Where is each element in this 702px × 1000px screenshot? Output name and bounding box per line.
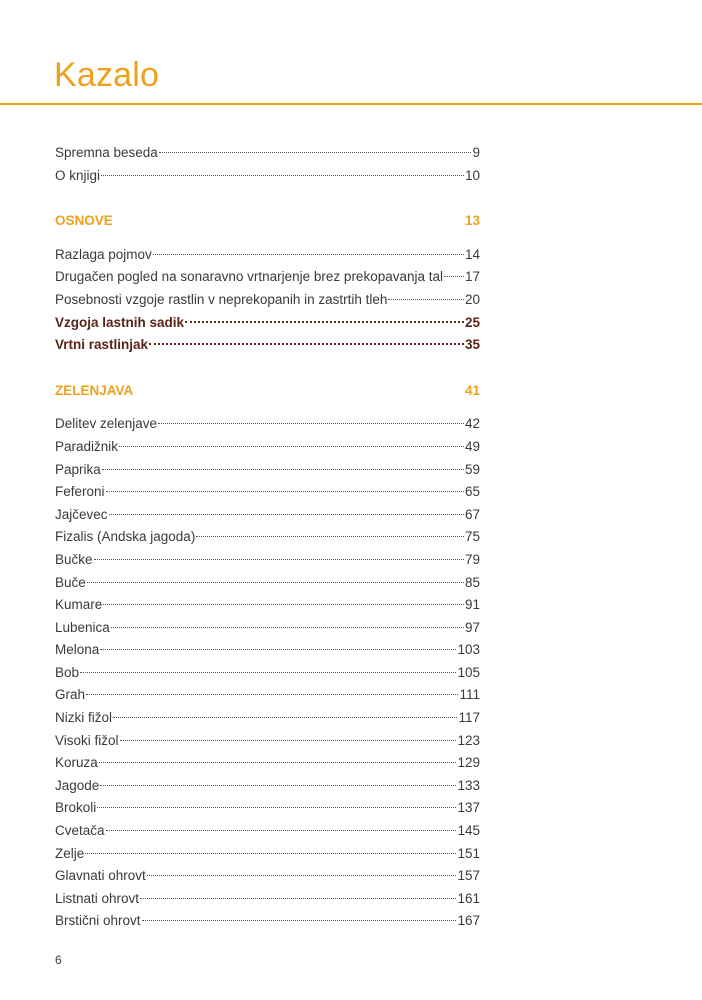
dot-leader [109,514,464,515]
toc-entry-page: 59 [464,461,480,477]
dot-leader [85,853,456,854]
toc-entry-page: 167 [457,913,480,929]
section-heading-label: ZELENJAVA [55,382,134,398]
dot-leader [388,299,464,300]
toc-entry[interactable] [55,639,480,662]
toc-entry-page: 123 [457,732,480,748]
toc-entry-page: 137 [457,800,480,816]
toc-entry-label: Jajčevec [55,506,108,522]
toc-entry-page: 103 [457,642,480,658]
dot-leader [140,898,456,899]
dot-leader [444,276,464,277]
dot-leader [185,321,464,323]
toc-entry-page: 17 [464,269,480,285]
toc-entry-label: Melona [55,642,100,658]
toc-entry-label: Cvetača [55,823,105,839]
toc-entry-page: 133 [457,777,480,793]
dot-leader [94,559,464,560]
dot-leader [101,175,464,176]
section-heading[interactable] [55,210,480,233]
toc-entry-label: Feferoni [55,484,105,500]
dot-leader [153,254,464,255]
toc-entry-page: 129 [457,755,480,771]
dot-leader [119,446,464,447]
toc-entry-label: Bučke [55,551,93,567]
dot-leader [106,830,457,831]
toc-entry[interactable] [55,594,480,617]
toc-entry-label: Kumare [55,597,103,613]
dot-leader [100,785,456,786]
toc-entry[interactable] [55,459,480,482]
toc-entry-label: Buče [55,574,86,590]
toc-entry-page: 85 [464,574,480,590]
toc-entry-page: 10 [464,167,480,183]
toc-entry[interactable] [55,775,480,798]
toc-entry[interactable] [55,865,480,888]
dot-leader [147,875,457,876]
toc-entry[interactable] [55,617,480,640]
toc-entry-label: Delitev zelenjave [55,416,158,432]
toc-entry-page: 145 [457,823,480,839]
toc-entry-page: 42 [464,416,480,432]
toc-entry-label: Drugačen pogled na sonaravno vrtnarjenje brez prekopavanja tal [55,269,443,285]
toc-entry[interactable] [55,266,480,289]
dot-leader [142,920,457,921]
dot-leader [120,740,457,741]
page-title: Kazalo [54,56,160,94]
toc-entry-label: Posebnosti vzgoje rastlin v neprekopanih in zastrtih tleh [55,291,388,307]
toc-entry-label: Glavnati ohrovt [55,868,146,884]
toc-entry[interactable] [55,504,480,527]
toc-entry[interactable] [55,334,480,357]
dot-leader [103,604,464,605]
toc-entry-label: Razlaga pojmov [55,246,152,262]
toc-entry-label: Listnati ohrovt [55,890,140,906]
toc-entry-label: Paprika [55,461,101,477]
toc-entry-label: Grah [55,687,86,703]
toc-entry-page: 9 [472,145,480,160]
dot-leader [159,152,472,153]
toc-entry-label: Paradižnik [55,438,119,454]
toc-entry-label: Koruza [55,755,98,771]
section-heading-page: 13 [464,213,480,229]
toc-entry-label: Jagode [55,777,100,793]
toc-entry-label: Visoki fižol [55,732,119,748]
table-of-contents [55,142,480,933]
toc-entry-page: 79 [464,551,480,567]
dot-leader [196,536,464,537]
toc-entry-page: 49 [464,438,480,454]
toc-entry-label: O knjigi [55,167,101,183]
section-heading-label: OSNOVE [55,213,113,229]
dot-leader [102,469,464,470]
toc-entry-label: Spremna beseda [55,145,158,160]
toc-entry-label: Fizalis (Andska jagoda) [55,529,196,545]
toc-entry-label: Lubenica [55,619,110,635]
toc-entry-page: 20 [464,291,480,307]
toc-entry-page: 111 [459,687,480,703]
toc-entry[interactable] [55,312,480,335]
toc-entry-label: Brokoli [55,800,97,816]
toc-entry[interactable] [55,526,480,549]
toc-entry[interactable] [55,888,480,911]
toc-entry-page: 97 [464,619,480,635]
dot-leader [87,582,464,583]
dot-leader [97,807,456,808]
toc-entry-label: Brstični ohrovt [55,913,141,929]
toc-entry[interactable] [55,820,480,843]
toc-entry[interactable] [55,572,480,595]
toc-entry[interactable] [55,843,480,866]
dot-leader [86,694,458,695]
toc-entry[interactable] [55,142,480,165]
toc-entry-label: Zelje [55,845,85,861]
toc-entry[interactable] [55,684,480,707]
toc-entry[interactable] [55,413,480,436]
toc-entry[interactable] [55,165,480,188]
toc-entry-label: Nizki fižol [55,710,113,726]
dot-leader [80,672,456,673]
dot-leader [111,627,464,628]
toc-entry-page: 67 [464,506,480,522]
toc-entry-page: 151 [457,845,480,861]
toc-entry-page: 75 [464,529,480,545]
toc-entry-page: 117 [458,710,480,726]
dot-leader [100,649,456,650]
toc-entry[interactable] [55,752,480,775]
toc-entry[interactable] [55,707,480,730]
section-heading[interactable] [55,380,480,403]
toc-entry[interactable] [55,730,480,753]
toc-entry-page: 65 [464,484,480,500]
toc-entry-label: Bob [55,664,80,680]
page-number: 6 [55,953,62,967]
toc-entry-page: 25 [464,314,480,330]
toc-entry-page: 91 [464,597,480,613]
section-heading-page: 41 [464,382,480,398]
dot-leader [99,762,457,763]
toc-entry[interactable] [55,549,480,572]
dot-leader [106,491,464,492]
dot-leader [113,717,457,718]
toc-entry-page: 14 [464,246,480,262]
toc-entry[interactable] [55,662,480,685]
toc-entry-label: Vrtni rastlinjak [55,337,149,353]
title-rule [0,103,702,105]
toc-entry[interactable] [55,436,480,459]
dot-leader [149,343,464,345]
toc-entry-page: 35 [464,337,480,353]
toc-entry-label: Vzgoja lastnih sadik [55,314,185,330]
toc-entry[interactable] [55,244,480,267]
toc-entry-page: 105 [457,664,480,680]
toc-entry[interactable] [55,481,480,504]
toc-entry[interactable] [55,289,480,312]
toc-entry-page: 161 [457,890,480,906]
dot-leader [158,423,464,424]
toc-entry[interactable] [55,797,480,820]
toc-entry-page: 157 [457,868,480,884]
toc-entry[interactable] [55,910,480,933]
